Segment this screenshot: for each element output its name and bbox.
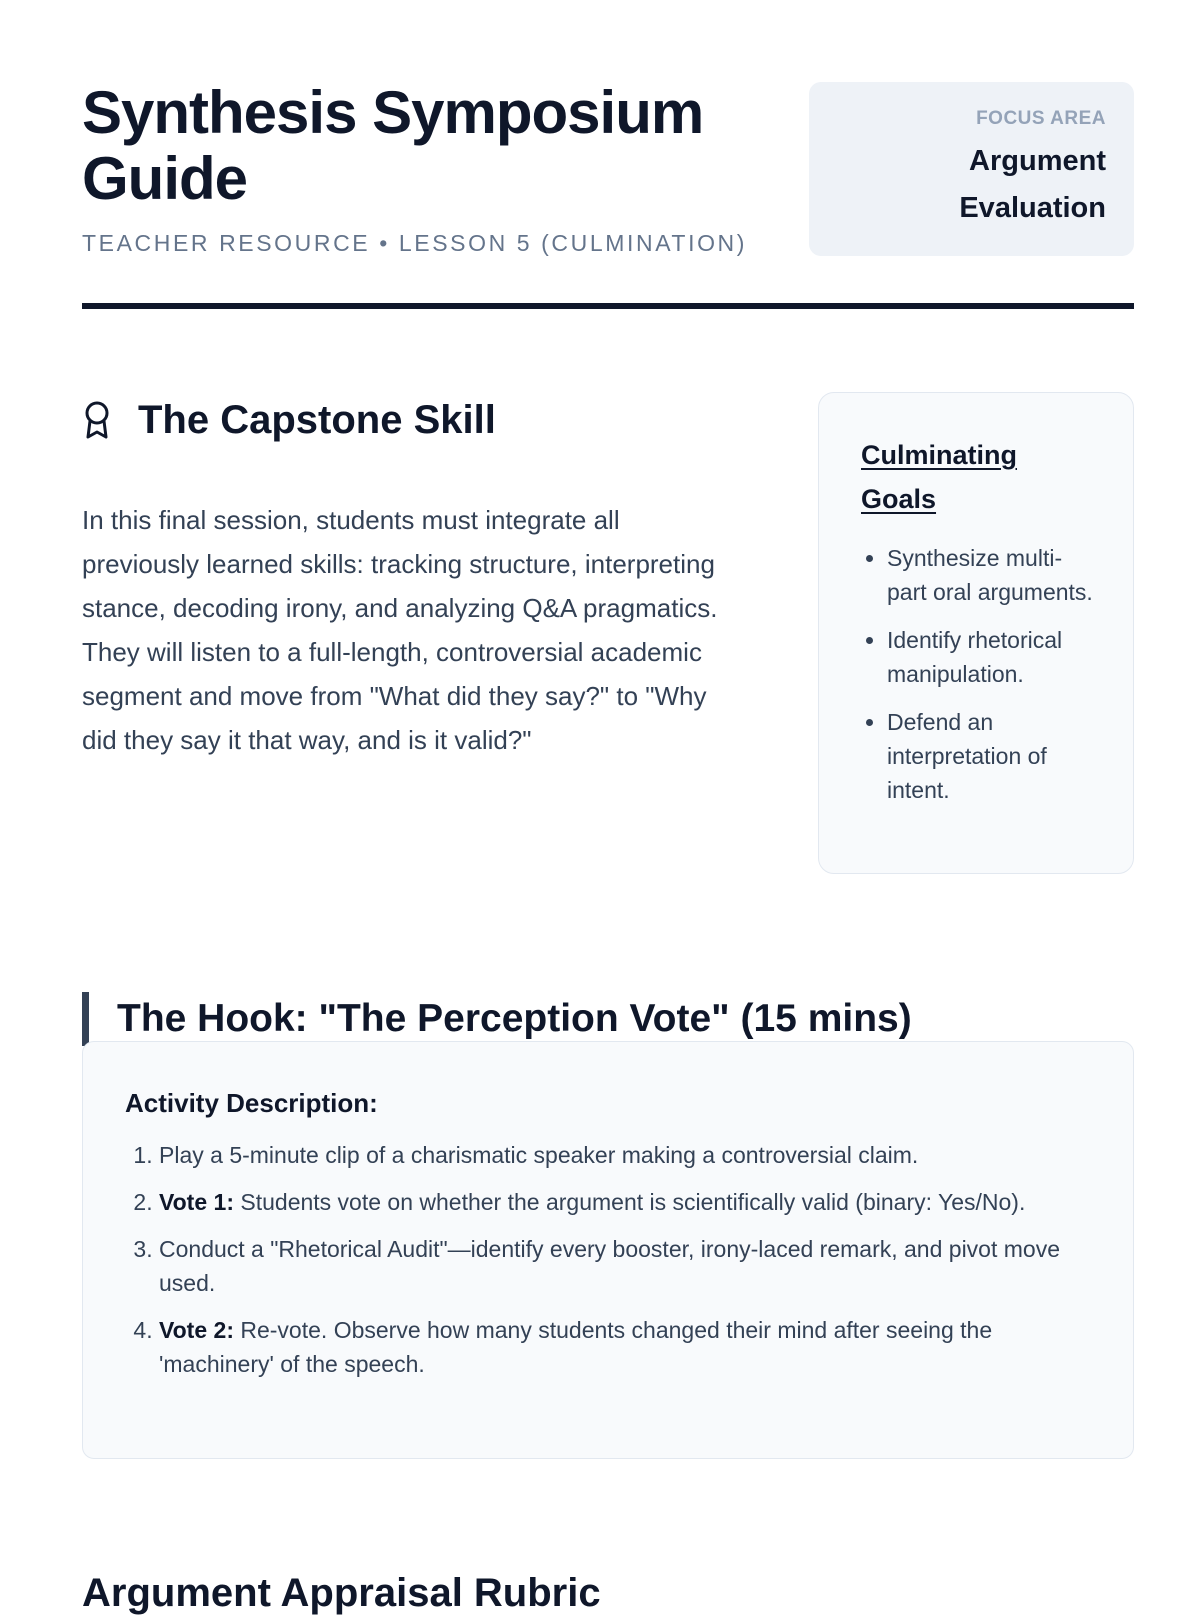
culminating-goals-card: [818, 392, 1134, 874]
goal-item: • Identify rhetorical manipulation.: [887, 623, 1093, 691]
step-text: Students vote on whether the argument is scientifically valid (binary: Yes/No).: [233, 1189, 1026, 1215]
step-lead: Vote 1:: [159, 1189, 234, 1215]
page-title: Synthesis Symposium Guide: [82, 79, 704, 212]
activity-step: [159, 1138, 1091, 1172]
activity-step: [159, 1232, 1091, 1300]
activity-step: [159, 1313, 1091, 1381]
activity-title: Activity Description:: [125, 1088, 378, 1118]
capstone-description: In this final session, students must integrate all previously learned skills: tracking structure, interpreting stance, decoding irony, and analyzing Q&A pragmatics. They will listen to a full-length, controversial academic segment and move from "What did they say?" to "Why did they say it that way, and is it valid?": [82, 505, 718, 755]
capstone-heading: [82, 390, 496, 450]
page-subtitle: TEACHER RESOURCE • LESSON 5 (CULMINATION): [82, 230, 748, 256]
capstone-title: The Capstone Skill: [138, 397, 496, 442]
goal-item: • Defend an interpretation of intent.: [887, 705, 1093, 807]
activity-step: [159, 1185, 1091, 1219]
hook-heading: The Hook: "The Perception Vote" (15 mins): [82, 992, 912, 1046]
goals-title: Culminating Goals: [861, 440, 1017, 514]
activity-card: [82, 1041, 1134, 1459]
focus-area-value: Argument Evaluation: [959, 145, 1106, 224]
goal-item: • Synthesize multi-part oral arguments.: [887, 541, 1093, 609]
step-lead: Vote 2:: [159, 1317, 234, 1343]
activity-steps: [125, 1138, 1091, 1381]
award-icon: [82, 400, 112, 440]
header-divider: [82, 303, 1134, 309]
step-text: Re-vote. Observe how many students changed their mind after seeing the 'machinery' of the speech.: [159, 1317, 993, 1377]
goals-list: [861, 541, 1093, 807]
rubric-heading: Argument Appraisal Rubric: [82, 1571, 601, 1616]
step-text: Play a 5-minute clip of a charismatic speaker making a controversial claim.: [159, 1142, 919, 1168]
focus-area-box: [809, 82, 1134, 256]
step-text: Conduct a "Rhetorical Audit"—identify every booster, irony-laced remark, and pivot move used.: [159, 1236, 1060, 1296]
page-header: [82, 80, 1134, 310]
focus-area-label: FOCUS AREA: [976, 108, 1106, 129]
